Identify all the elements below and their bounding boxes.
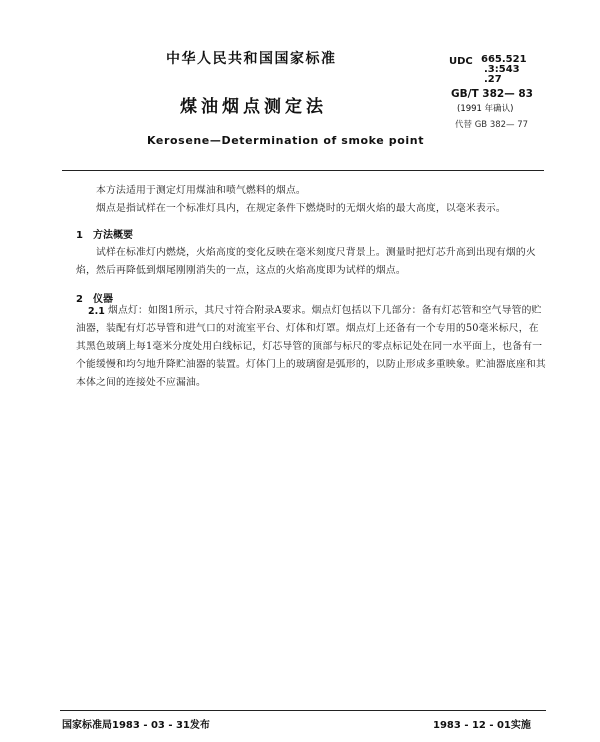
section-1-heading: 1 方法概要 [76, 230, 133, 241]
clause-2-1-number: 2.1 [88, 306, 105, 317]
header-title: 中华人民共和国国家标准 [166, 51, 337, 67]
section-1-body: 试样在标准灯内燃烧，火焰高度的变化反映在毫米刻度尺背景上。测量时把灯芯升高到出现有烟的火焰，然后再降低到烟尾刚刚消失的一点，这点的火焰高度即为试样的烟点。 [76, 247, 536, 276]
section-2-heading: 2 仪器 [76, 294, 113, 305]
clause-2-1-body: 烟点灯：如图1所示，其尺寸符合附录A要求。烟点灯包括以下几部分：备有灯芯管和空气导管的贮油器，装配有灯芯导管和进气口的对流室平台、灯体和灯罩。烟点灯上还备有一个专用的50毫米标尺，在其黑色玻璃上每1毫米分度处用白线标记，灯芯导管的顶部与标尺的零点标记处在同一水平面上，也备有一个能缓慢和均匀地升降贮油器的装置。灯体门上的玻璃窗是弧形的，以防止形成多重映象。贮油器底座和其本体之间的连接处不应漏油。 [76, 305, 546, 388]
replaces-note: 代替 GB 382— 77 [455, 120, 529, 130]
udc-code-line-2: .3:543 [484, 64, 520, 75]
udc-code-line-1: 665.521 [481, 54, 527, 65]
udc-code [481, 55, 527, 85]
footer-divider [60, 710, 546, 711]
effective-date: 1983 - 12 - 01实施 [433, 720, 531, 731]
intro-paragraph-1: 本方法适用于测定灯用煤油和喷气燃料的烟点。 [96, 185, 306, 196]
intro-paragraph-2: 烟点是指试样在一个标准灯具内，在规定条件下燃烧时的无烟火焰的最大高度，以毫米表示。 [96, 203, 506, 214]
confirmation-note: (1991 年确认) [457, 104, 514, 114]
document-title: 煤油烟点测定法 [180, 97, 327, 117]
english-title: Kerosene—Determination of smoke point [147, 134, 425, 147]
header-divider [62, 170, 544, 171]
udc-label: UDC [449, 56, 473, 67]
udc-code-line-3: .27 [484, 74, 502, 85]
standard-number: GB/T 382— 83 [451, 88, 533, 100]
issue-date: 国家标准局1983 - 03 - 31发布 [62, 720, 210, 731]
